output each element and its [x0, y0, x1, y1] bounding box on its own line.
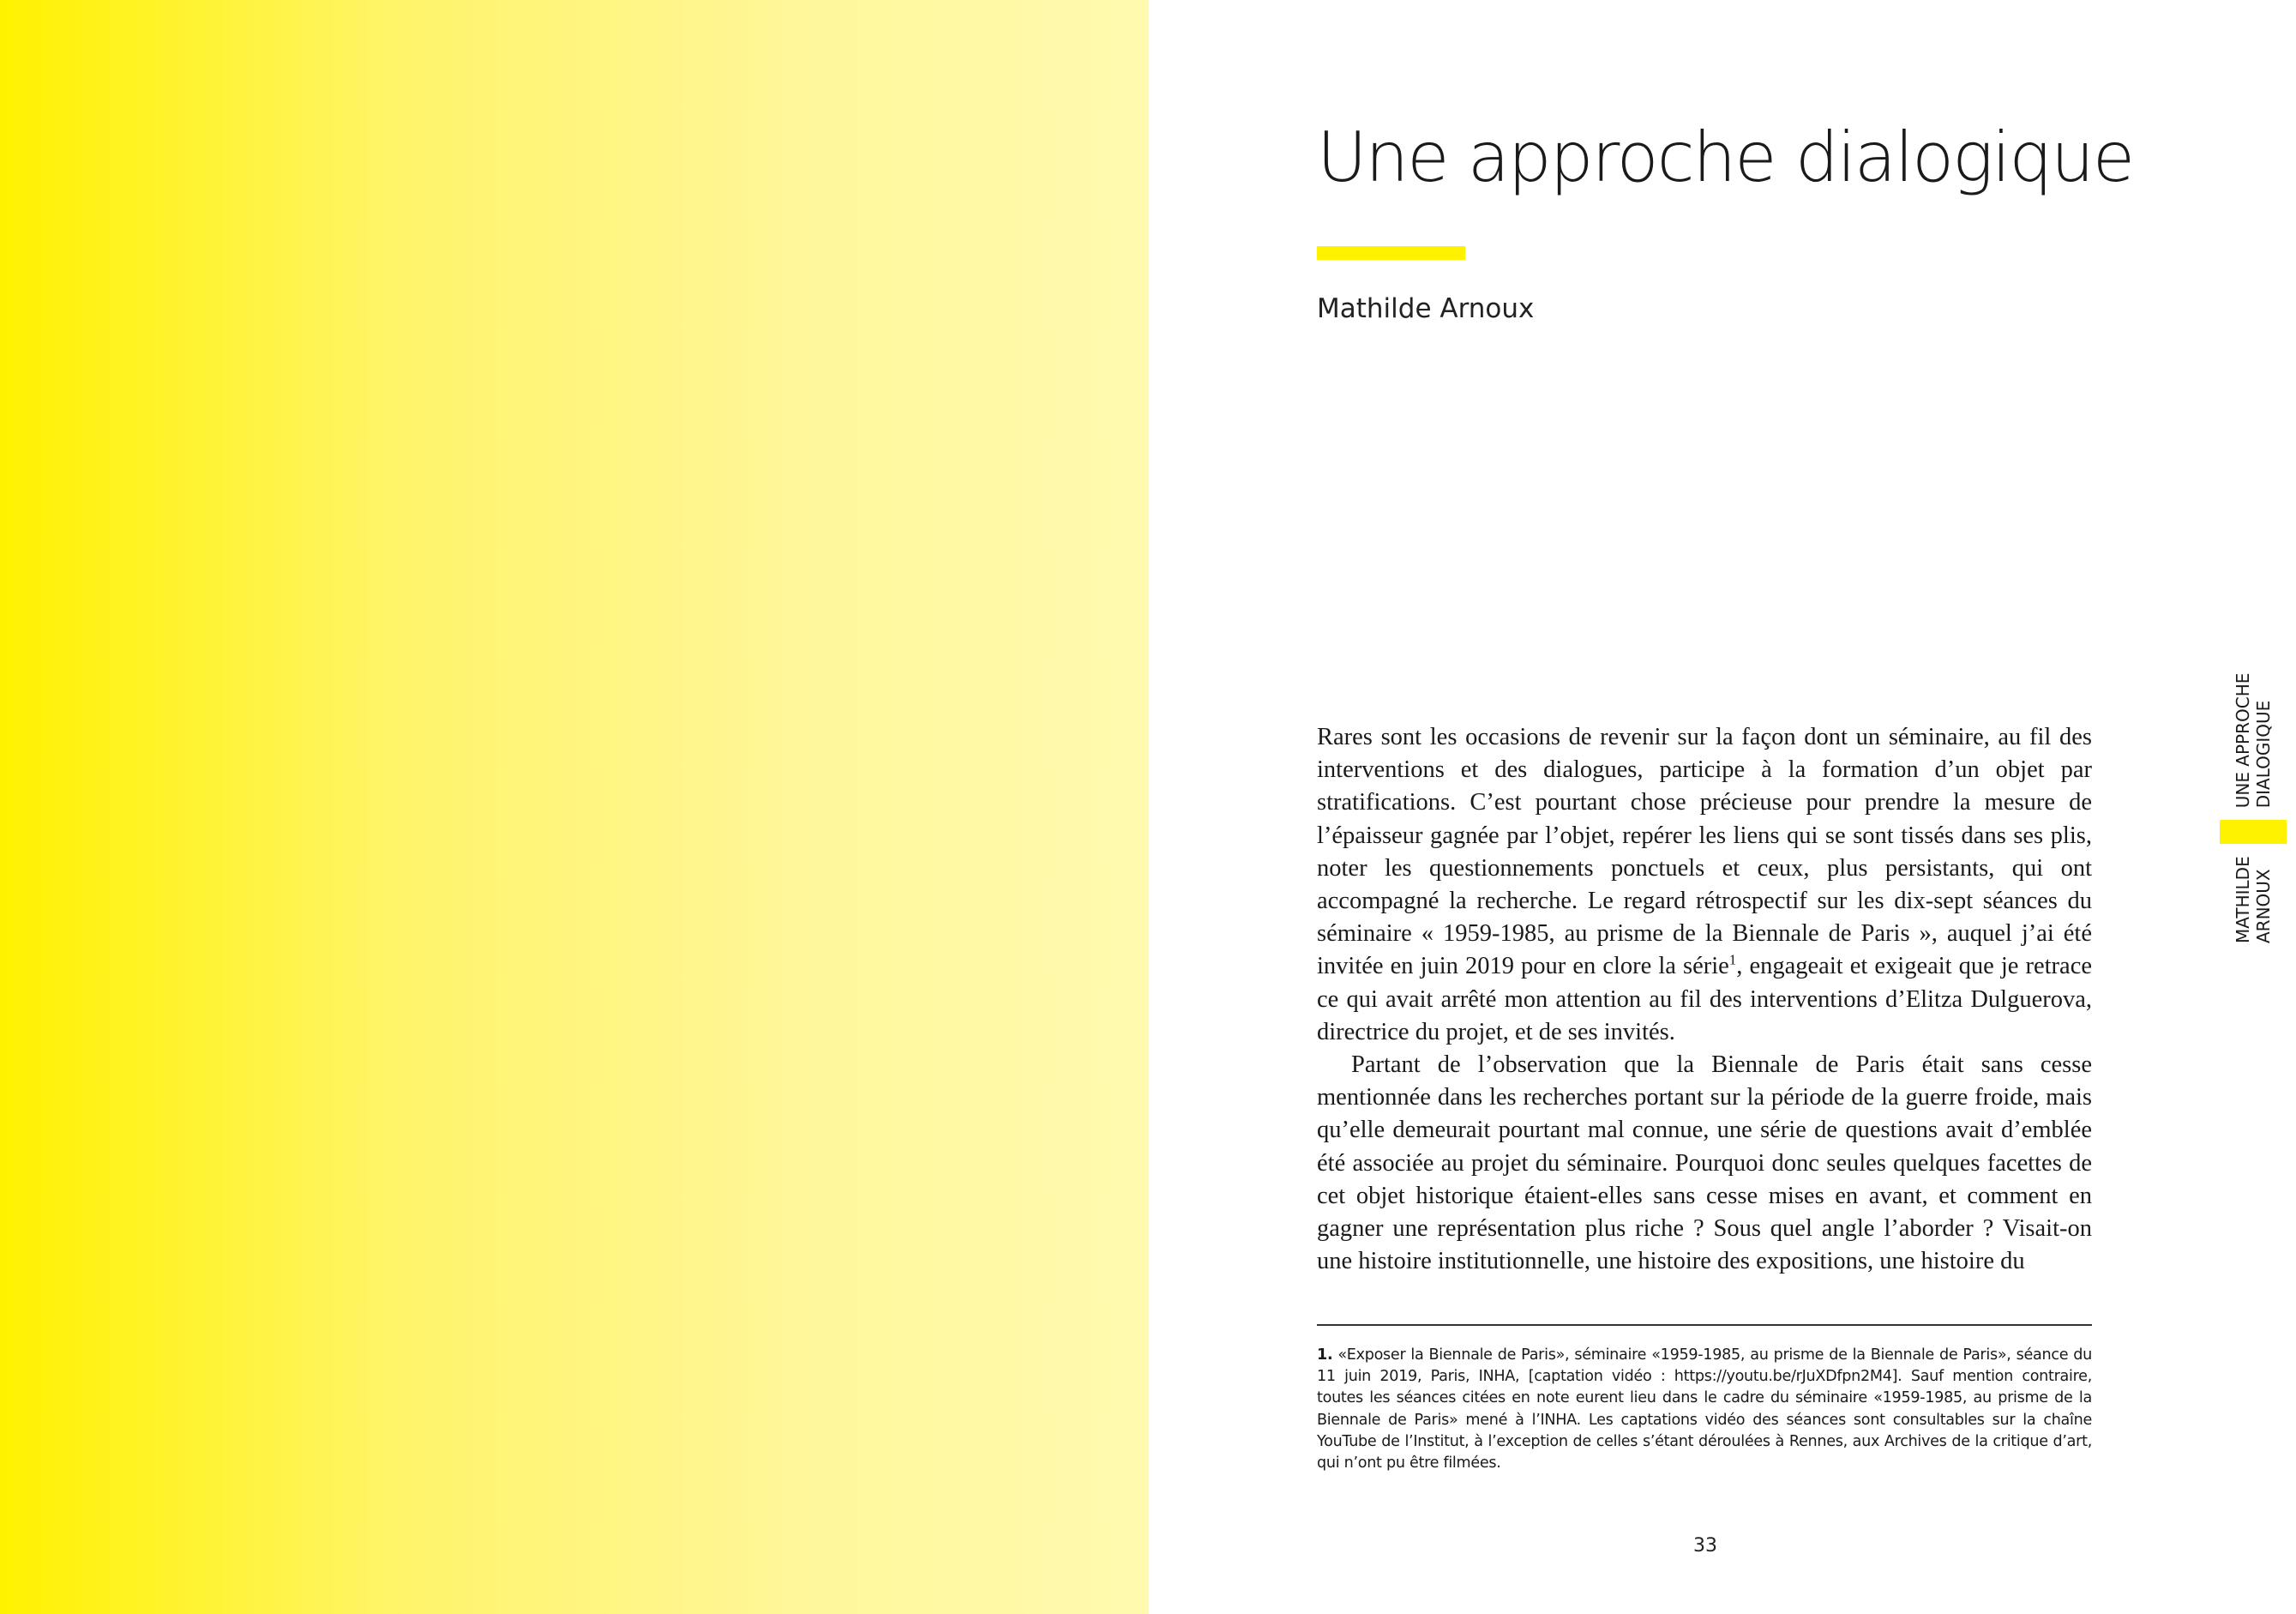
running-head-author [2233, 856, 2274, 943]
running-head [2220, 673, 2287, 943]
chapter-title: Une approche dialogique [1317, 117, 2134, 197]
title-accent-rule [1317, 246, 1465, 260]
footnote [1317, 1345, 2092, 1474]
chapter-author: Mathilde Arnoux [1317, 293, 1535, 324]
running-head-author-line-1: MATHILDE [2233, 856, 2253, 943]
page-number: 33 [1693, 1535, 1717, 1557]
running-head-title [2233, 673, 2274, 809]
paragraph-1-continuation: , engageait et exigeait que je retrace ce qui avait arrêté mon attention au fil des interventions d’Elitza Dulguerova, directrice du projet, et de ses invités. [1317, 953, 2092, 1045]
paragraph-2: Partant de l’observation que la Biennale de Paris était sans cesse mentionnée dans les recherches portant sur la période de la guerre froide, mais qu’elle demeurait pourtant mal connue, une série de questions avait d’emblée été associée au projet du séminaire. Pourquoi donc seules quelques facettes de cet objet historique étaient-elles sans cesse mises en avant, et comment en gagner une représentation plus riche ? Sous quel angle l’aborder ? Visait-on une histoire institutionnelle, une histoire des expositions, une histoire du [1317, 1051, 2092, 1275]
paragraph-1 [1317, 721, 2092, 1049]
footnote-text: «Exposer la Biennale de Paris», séminaire «1959-1985, au prisme de la Biennale de Paris», séance du 11 juin 2019, Paris, INHA, [captation vidéo : https://youtu.be/rJuXDfpn2M4]. Sauf mention contraire, toutes les séances citées en note eurent lieu dans le cadre du séminaire «1959-1985, au prisme de la Biennale de Paris» mené à l’INHA. Les captations vidéo des séances sont consultables sur la chaîne YouTube de l’Institut, à l’exception de celles s’étant déroulées à Rennes, aux Archives de la critique d’art, qui n’ont pu être filmées. [1317, 1346, 2092, 1472]
footnote-separator [1317, 1324, 2092, 1326]
paragraph-1-text: Rares sont les occasions de revenir sur la façon dont un séminaire, au fil des interventions et des dialogues, participe à la formation d’un objet par stratifications. C’est pourtant chose précieuse pour prendre la mesure de l’épaisseur gagnée par l’objet, repérer les liens qui se sont tissés dans ses plis, noter les questionnements ponctuels et ceux, plus persistants, qui ont accompagné la recherche. Le regard rétrospectif sur les dix-sept séances du séminaire « 1959-1985, au prisme de la Biennale de Paris », auquel j’ai été invitée en juin 2019 pour en clore la série [1317, 724, 2092, 980]
running-head-title-line-2: DIALOGIQUE [2253, 700, 2274, 809]
running-head-accent-bar [2220, 820, 2287, 844]
footnote-reference[interactable]: 1 [1728, 951, 1737, 968]
footnote-number: 1. [1317, 1346, 1333, 1364]
running-head-author-line-2: ARNOUX [2253, 869, 2274, 943]
running-head-title-line-1: UNE APPROCHE [2233, 672, 2253, 809]
body-text [1317, 721, 2092, 1278]
